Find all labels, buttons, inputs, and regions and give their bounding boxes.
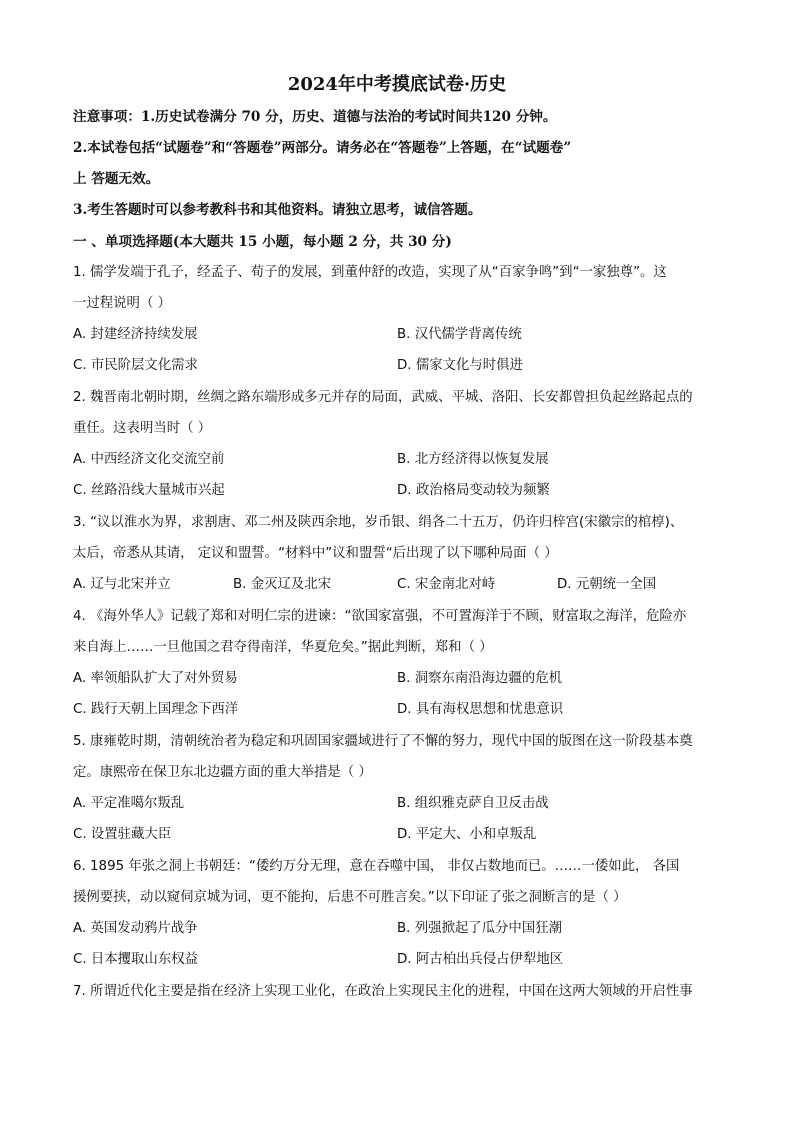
- question-3-stem-line-1: 3. “议以淮水为界，求割唐、邓二州及陕西余地，岁币银、绢各二十五万，仍许归梓宫(宋徽宗的棺椁)、: [73, 515, 684, 530]
- question-2-option-d: D. 政治格局变动较为频繁: [397, 483, 550, 498]
- question-3-option-b: B. 金灭辽及北宋: [233, 577, 332, 592]
- question-1-option-d: D. 儒家文化与时俱进: [397, 358, 523, 373]
- question-6-stem-line-1: 6. 1895 年张之洞上书朝廷：“倭约万分无理，意在吞噬中国， 非仅占数地而已。……一倭如此， 各国: [73, 859, 680, 874]
- question-5-option-a: A. 平定准噶尔叛乱: [73, 796, 185, 811]
- question-4-option-a: A. 率领船队扩大了对外贸易: [73, 671, 238, 686]
- question-3-option-c: C. 宋金南北对峙: [397, 577, 496, 592]
- notice-line-1: 注意事项：1.历史试卷满分 70 分，历史、道德与法治的考试时间共120 分钟。: [73, 109, 557, 125]
- question-2-stem-line-2: 重任。这表明当时（ ）: [73, 421, 212, 436]
- question-3-option-a: A. 辽与北宋并立: [73, 577, 171, 592]
- question-4-option-d: D. 具有海权思想和忧患意识: [397, 702, 564, 717]
- question-1-option-a: A. 封建经济持续发展: [73, 327, 198, 342]
- question-4-stem-line-1: 4. 《海外华人》记载了郑和对明仁宗的进谏：“欲国家富强，不可置海洋于不顾，财富取之海洋，危险亦: [73, 609, 687, 624]
- question-2-option-c: C. 丝路沿线大量城市兴起: [73, 483, 225, 498]
- question-2-option-a: A. 中西经济文化交流空前: [73, 452, 225, 467]
- section-heading: 一 、单项选择题(本大题共 15 小题，每小题 2 分，共 30 分): [73, 234, 452, 250]
- question-1-option-b: B. 汉代儒学背离传统: [397, 327, 522, 342]
- question-6-option-b: B. 列强掀起了瓜分中国狂潮: [397, 921, 562, 936]
- question-1-option-c: C. 市民阶层文化需求: [73, 358, 198, 373]
- question-3-option-d: D. 元朝统一全国: [557, 577, 657, 592]
- question-5-stem-line-1: 5. 康雍乾时期，清朝统治者为稳定和巩固国家疆域进行了不懈的努力，现代中国的版图在这一阶段基本奠: [73, 734, 693, 749]
- question-4-option-c: C. 践行天朝上国理念下西洋: [73, 702, 239, 717]
- notice-line-2: 2.本试卷包括“试题卷”和“答题卷”两部分。请务必在“答题卷”上答题，在“试题卷”: [73, 140, 572, 156]
- question-3-stem-line-2: 太后，帝悉从其请， 定议和盟誓。“材料中”议和盟誓“后出现了以下哪种局面（ ）: [73, 546, 558, 561]
- question-5-option-b: B. 组织雅克萨自卫反击战: [397, 796, 549, 811]
- question-5-option-d: D. 平定大、小和卓叛乱: [397, 827, 537, 842]
- question-5-option-c: C. 设置驻藏大臣: [73, 827, 172, 842]
- question-6-option-d: D. 阿古柏出兵侵占伊犁地区: [397, 952, 564, 967]
- notice-line-4: 3.考生答题时可以参考教科书和其他资料。请独立思考，诚信答题。: [73, 202, 482, 218]
- question-6-option-a: A. 英国发动鸦片战争: [73, 921, 198, 936]
- question-1-stem-line-2: 一过程说明（ ）: [73, 296, 171, 311]
- exam-title: 2024年中考摸底试卷·历史: [287, 74, 507, 95]
- question-1-stem-line-1: 1. 儒学发端于孔子，经孟子、荀子的发展，到董仲舒的改造，实现了从“百家争鸣”到“一家独尊”。这: [73, 265, 667, 280]
- question-7-stem-line-1: 7. 所谓近代化主要是指在经济上实现工业化，在政治上实现民主化的进程，中国在这两大领域的开启性事: [73, 984, 693, 999]
- question-2-stem-line-1: 2. 魏晋南北朝时期，丝绸之路东端形成多元并存的局面，武威、平城、洛阳、长安都曾担负起丝路起点的: [73, 390, 693, 405]
- notice-line-3: 上 答题无效。: [73, 171, 160, 187]
- question-6-stem-line-2: 援例要挟，动以窥伺京城为词，更不能拘，后患不可胜言矣。”以下印证了张之洞断言的是（ ）: [73, 890, 627, 905]
- question-4-option-b: B. 洞察东南沿海边疆的危机: [397, 671, 562, 686]
- question-4-stem-line-2: 来自海上……一旦他国之君夺得南洋，华夏危矣。”据此判断，郑和（ ）: [73, 640, 493, 655]
- question-5-stem-line-2: 定。康熙帝在保卫东北边疆方面的重大举措是（ ）: [73, 765, 372, 780]
- question-2-option-b: B. 北方经济得以恢复发展: [397, 452, 549, 467]
- question-6-option-c: C. 日本攫取山东权益: [73, 952, 198, 967]
